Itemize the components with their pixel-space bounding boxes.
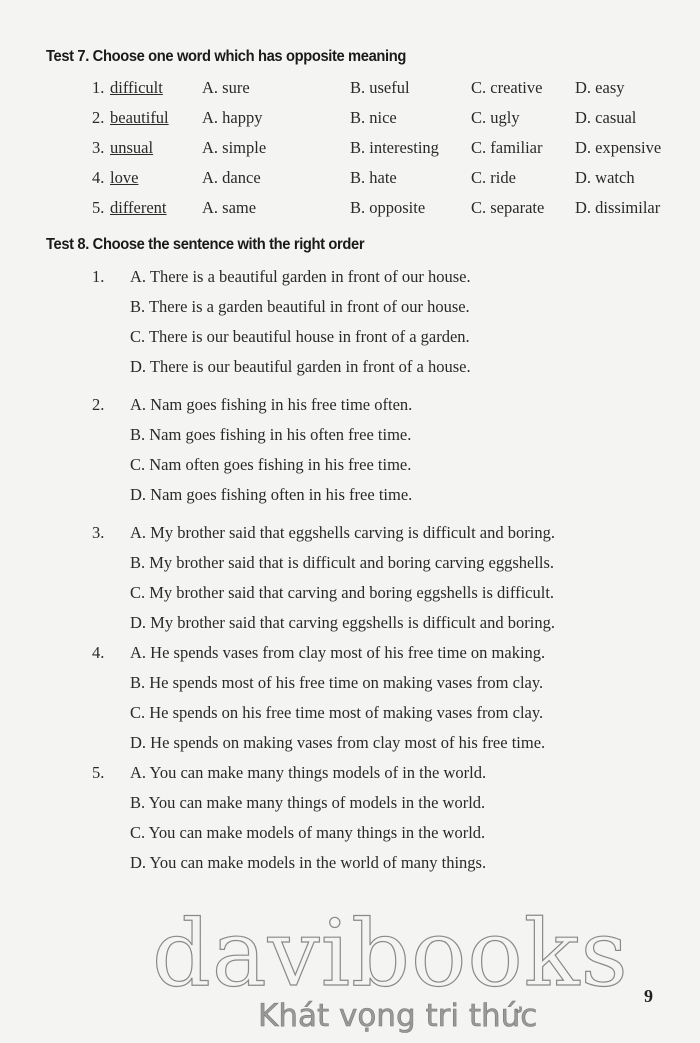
- answer-option: A. same: [202, 198, 257, 217]
- page-number: 9: [644, 986, 653, 1006]
- answer-option: C. familiar: [471, 138, 543, 157]
- sentence-option: B. Nam goes fishing in his often free time.: [130, 425, 412, 444]
- sentence-option: D. He spends on making vases from clay most of his free time.: [130, 733, 546, 752]
- sentence-option: B. My brother said that is difficult and boring carving eggshells.: [130, 553, 555, 572]
- sentence-option: C. Nam often goes fishing in his free time.: [130, 455, 412, 474]
- answer-option: B. hate: [350, 168, 397, 187]
- answer-option: D. expensive: [575, 138, 662, 157]
- answer-option: D. casual: [575, 108, 637, 127]
- watermark-slogan: Khát vọng tri thức: [258, 998, 538, 1034]
- answer-option: A. happy: [202, 108, 263, 127]
- target-word: unsual: [110, 138, 154, 157]
- target-word: beautiful: [110, 108, 169, 127]
- question-number: 5.: [92, 198, 105, 217]
- question-number: 5.: [92, 763, 105, 782]
- answer-option: A. sure: [202, 78, 250, 97]
- question-number: 2.: [92, 108, 105, 127]
- target-word: different: [110, 198, 167, 217]
- answer-option: B. useful: [350, 78, 410, 97]
- question-number: 3.: [92, 138, 105, 157]
- sentence-option: A. My brother said that eggshells carving is difficult and boring.: [130, 523, 555, 542]
- question-number: 4.: [92, 168, 105, 187]
- target-word: difficult: [110, 78, 163, 97]
- sentence-option: D. My brother said that carving eggshells is difficult and boring.: [130, 613, 555, 632]
- sentence-option: B. There is a garden beautiful in front of our house.: [130, 297, 470, 316]
- answer-option: D. easy: [575, 78, 625, 97]
- answer-option: A. simple: [202, 138, 267, 157]
- answer-option: C. separate: [471, 198, 545, 217]
- sentence-option: A. There is a beautiful garden in front of our house.: [130, 267, 471, 286]
- davibooks-watermark-logo: davibooks: [152, 900, 629, 1007]
- question-number: 1.: [92, 78, 105, 97]
- answer-option: C. ugly: [471, 108, 520, 127]
- sentence-option: C. He spends on his free time most of making vases from clay.: [130, 703, 544, 722]
- answer-option: B. nice: [350, 108, 397, 127]
- question-number: 2.: [92, 395, 105, 414]
- answer-option: B. opposite: [350, 198, 426, 217]
- sentence-option: C. My brother said that carving and boring eggshells is difficult.: [130, 583, 555, 602]
- sentence-option: A. He spends vases from clay most of his free time on making.: [130, 643, 546, 662]
- answer-option: C. ride: [471, 168, 516, 187]
- answer-option: A. dance: [202, 168, 261, 187]
- target-word: love: [110, 168, 139, 187]
- question-number: 1.: [92, 267, 105, 286]
- sentence-option: C. You can make models of many things in the world.: [130, 823, 486, 842]
- sentence-option: C. There is our beautiful house in front of a garden.: [130, 327, 470, 346]
- question-number: 3.: [92, 523, 105, 542]
- test8-heading: Test 8. Choose the sentence with the right order: [46, 236, 365, 253]
- sentence-option: B. He spends most of his free time on making vases from clay.: [130, 673, 544, 692]
- sentence-option: A. Nam goes fishing in his free time often.: [130, 395, 413, 414]
- sentence-option: D. You can make models in the world of many things.: [130, 853, 487, 872]
- test7-heading: Test 7. Choose one word which has opposite meaning: [46, 48, 407, 65]
- answer-option: B. interesting: [350, 138, 439, 157]
- sentence-option: D. Nam goes fishing often in his free time.: [130, 485, 413, 504]
- answer-option: D. dissimilar: [575, 198, 661, 217]
- sentence-option: D. There is our beautiful garden in front of a house.: [130, 357, 471, 376]
- answer-option: D. watch: [575, 168, 635, 187]
- sentence-option: B. You can make many things of models in the world.: [130, 793, 486, 812]
- question-number: 4.: [92, 643, 105, 662]
- sentence-option: A. You can make many things models of in the world.: [130, 763, 487, 782]
- answer-option: C. creative: [471, 78, 543, 97]
